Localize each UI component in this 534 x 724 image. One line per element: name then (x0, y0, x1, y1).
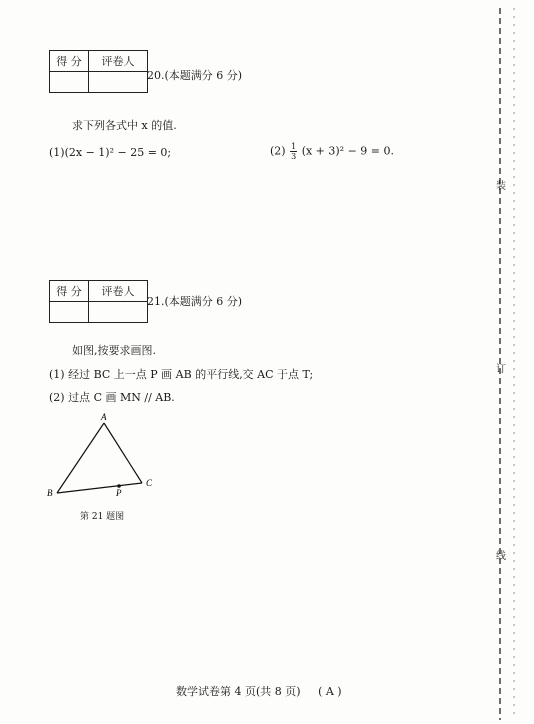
grader-label: 评卷人 (89, 51, 148, 72)
triangle-figure (40, 408, 170, 503)
binding-char-zhuang: 装 (496, 181, 506, 192)
score-box-q20 (49, 50, 148, 93)
score-label: 得 分 (50, 281, 89, 302)
page-footer (176, 683, 342, 699)
question-21-title: 21.(本题满分 6 分) (147, 295, 243, 308)
grader-cell[interactable] (89, 72, 148, 93)
question-21-part2: (2) 过点 C 画 MN // AB. (49, 391, 175, 404)
label-a: A (101, 412, 107, 422)
question-20-part1: (1)(2x − 1)² − 25 = 0; (49, 146, 172, 159)
score-cell[interactable] (50, 302, 89, 323)
question-20-part2 (270, 142, 394, 161)
grader-label: 评卷人 (89, 281, 148, 302)
question-21-instruction: 如图,按要求画图. (72, 344, 156, 357)
fraction-numerator: 1 (291, 142, 297, 151)
question-20-instruction: 求下列各式中 x 的值. (72, 119, 177, 132)
question-20-title: 20.(本题满分 6 分) (147, 69, 243, 82)
label-c: C (146, 478, 153, 488)
side-ac (104, 423, 142, 483)
side-ab (57, 423, 104, 493)
binding-char-ding: 订 (496, 364, 506, 375)
score-cell[interactable] (50, 72, 89, 93)
figure-caption: 第 21 题图 (80, 512, 125, 522)
footer-text: 数学试卷第 4 页(共 8 页) (176, 685, 301, 698)
grader-cell[interactable] (89, 302, 148, 323)
score-box-q21 (49, 280, 148, 323)
fraction (290, 142, 297, 161)
score-label: 得 分 (50, 51, 89, 72)
binding-char-xian: 线 (496, 551, 506, 562)
label-p: P (116, 488, 122, 498)
part2-prefix: (2) (270, 144, 286, 158)
side-bc (57, 483, 142, 493)
label-b: B (47, 488, 53, 498)
question-21-part1: (1) 经过 BC 上一点 P 画 AB 的平行线,交 AC 于点 T; (49, 368, 314, 381)
fraction-denominator: 3 (291, 152, 297, 161)
footer-version: ( A ) (318, 685, 342, 698)
part2-rest: (x + 3)² − 9 = 0. (301, 144, 395, 158)
